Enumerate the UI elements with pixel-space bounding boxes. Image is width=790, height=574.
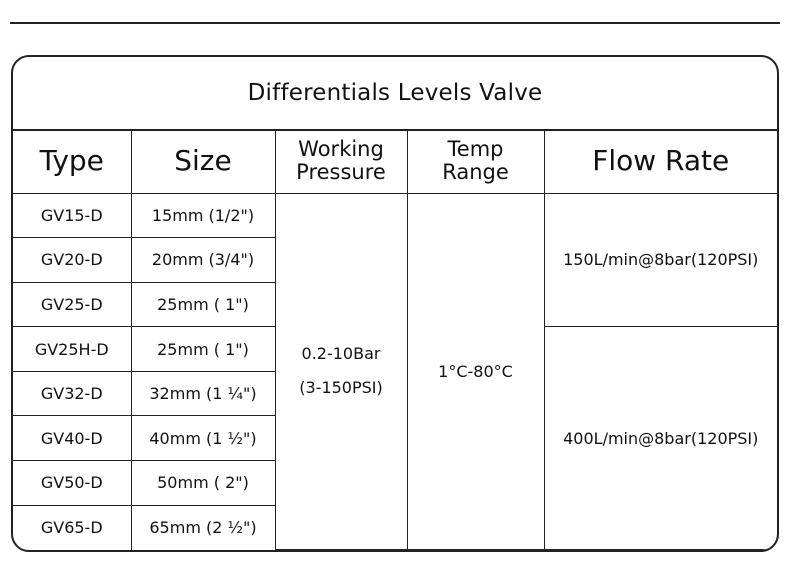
- pressure-bar: 0.2-10Bar: [301, 344, 381, 364]
- spec-table: [13, 129, 777, 550]
- cell-size: 50mm ( 2"): [131, 461, 275, 506]
- cell-size: 40mm (1 ½"): [131, 416, 275, 461]
- cell-type: GV32-D: [13, 371, 131, 416]
- table-row: [13, 193, 777, 238]
- cell-type: GV15-D: [13, 193, 131, 238]
- cell-temp-range: 1°C-80°C: [407, 193, 544, 550]
- cell-size: 32mm (1 ¼"): [131, 371, 275, 416]
- header-pressure-line1: Working: [298, 136, 384, 161]
- cell-flow-rate-2: 400L/min@8bar(120PSI): [544, 327, 777, 550]
- cell-size: 25mm ( 1"): [131, 327, 275, 372]
- cell-type: GV25-D: [13, 282, 131, 327]
- pressure-psi: (3-150PSI): [299, 378, 383, 398]
- top-divider: [10, 22, 780, 24]
- cell-working-pressure: [275, 193, 407, 550]
- cell-type: GV25H-D: [13, 327, 131, 372]
- header-temp-line1: Temp: [447, 136, 504, 161]
- spec-table-card: [11, 55, 779, 552]
- header-type: Type: [13, 129, 131, 193]
- cell-type: GV50-D: [13, 461, 131, 506]
- header-temp-range: [407, 129, 544, 193]
- cell-type: GV20-D: [13, 238, 131, 283]
- header-working-pressure: [275, 129, 407, 193]
- cell-type: GV65-D: [13, 505, 131, 550]
- cell-size: 25mm ( 1"): [131, 282, 275, 327]
- header-size: Size: [131, 129, 275, 193]
- header-flow-rate: Flow Rate: [544, 129, 777, 193]
- cell-size: 15mm (1/2"): [131, 193, 275, 238]
- cell-size: 20mm (3/4"): [131, 238, 275, 283]
- header-temp-line2: Range: [442, 159, 509, 184]
- header-row: [13, 129, 777, 193]
- cell-size: 65mm (2 ½"): [131, 505, 275, 550]
- table-title: Differentials Levels Valve: [13, 57, 777, 131]
- cell-flow-rate-1: 150L/min@8bar(120PSI): [544, 193, 777, 327]
- header-pressure-line2: Pressure: [296, 159, 386, 184]
- cell-type: GV40-D: [13, 416, 131, 461]
